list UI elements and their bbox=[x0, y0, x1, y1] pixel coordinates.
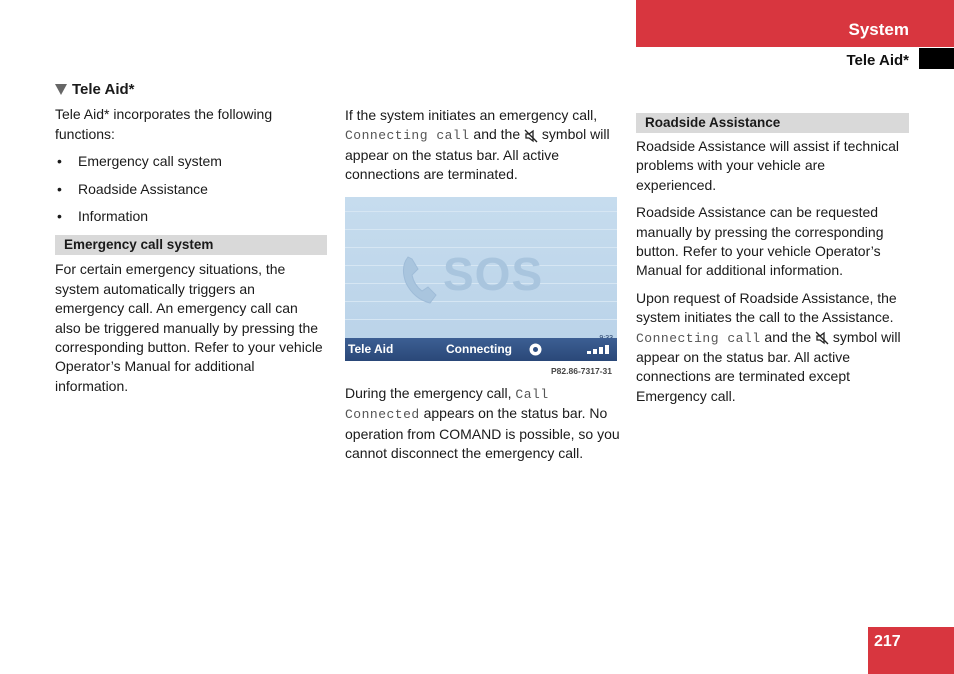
right-column bbox=[636, 113, 909, 414]
text: symbol will appear on the status bar. All active connections are terminated. bbox=[345, 126, 610, 183]
chapter-title: System bbox=[848, 20, 909, 39]
middle-paragraph-2 bbox=[345, 384, 621, 464]
screen-status-bar bbox=[345, 338, 617, 361]
list-item: • Information bbox=[55, 207, 327, 226]
emergency-heading-bar: Emergency call system bbox=[55, 235, 327, 255]
phone-icon bbox=[400, 253, 440, 305]
text: Upon request of Roadside Assistance, the system initiates the call to the Assistance. bbox=[636, 289, 897, 326]
roadside-heading-bar: Roadside Assistance bbox=[636, 113, 909, 133]
text: and the bbox=[473, 126, 521, 143]
text: symbol will appear on the status bar. All active connections are terminated except Emergency call. bbox=[636, 328, 901, 404]
triangle-icon bbox=[55, 84, 67, 95]
text: and the bbox=[764, 328, 812, 345]
sos-logo: SOS bbox=[443, 248, 544, 300]
middle-paragraph-1 bbox=[345, 106, 619, 185]
text: appears on the status bar. No operation from COMAND is possible, so you cannot disconnect the emergency call. bbox=[345, 405, 620, 462]
code-text: Call Connected bbox=[345, 387, 549, 423]
status-center-label: Connecting bbox=[446, 342, 512, 356]
status-left-label: Tele Aid bbox=[348, 342, 394, 356]
speaker-muted-icon bbox=[524, 129, 538, 143]
page-number: 217 bbox=[874, 633, 901, 650]
intro-text: Tele Aid* incorporates the following functions: bbox=[55, 106, 273, 142]
thumb-tab bbox=[919, 48, 954, 69]
signal-strength-icon bbox=[587, 343, 615, 356]
comand-screen bbox=[345, 197, 617, 361]
function-list bbox=[55, 152, 327, 226]
emergency-text: For certain emergency situations, the system automatically triggers an emergency call. An emergency call can also be triggered manually by pressing the corresponding button. Refer to your vehicle Operator’s Manual for additional information. bbox=[55, 261, 323, 394]
left-column bbox=[55, 80, 327, 404]
tele-aid-heading bbox=[55, 80, 327, 99]
right-paragraph-2: Roadside Assistance can be requested manually by pressing the corresponding button. Refer to your vehicle Operator’s Manual for additional information. bbox=[636, 204, 884, 279]
code-text: Connecting call bbox=[345, 128, 470, 144]
right-paragraph-1: Roadside Assistance will assist if technical problems with your vehicle are experienced. bbox=[636, 138, 900, 193]
middle-column bbox=[345, 106, 619, 193]
right-paragraph-3 bbox=[636, 289, 909, 406]
code-text: Connecting call bbox=[636, 330, 761, 346]
text: If the system initiates an emergency call, bbox=[345, 107, 598, 123]
middle-lower bbox=[345, 384, 621, 472]
status-circle-icon bbox=[529, 343, 542, 356]
section-title: Tele Aid* bbox=[846, 52, 909, 69]
list-item: • Emergency call system bbox=[55, 152, 327, 171]
list-item: • Roadside Assistance bbox=[55, 180, 327, 199]
text: During the emergency call, bbox=[345, 385, 512, 401]
speaker-muted-icon bbox=[815, 331, 829, 345]
image-caption: P82.86-7317-31 bbox=[551, 366, 612, 376]
heading-text: Tele Aid* bbox=[72, 81, 135, 98]
